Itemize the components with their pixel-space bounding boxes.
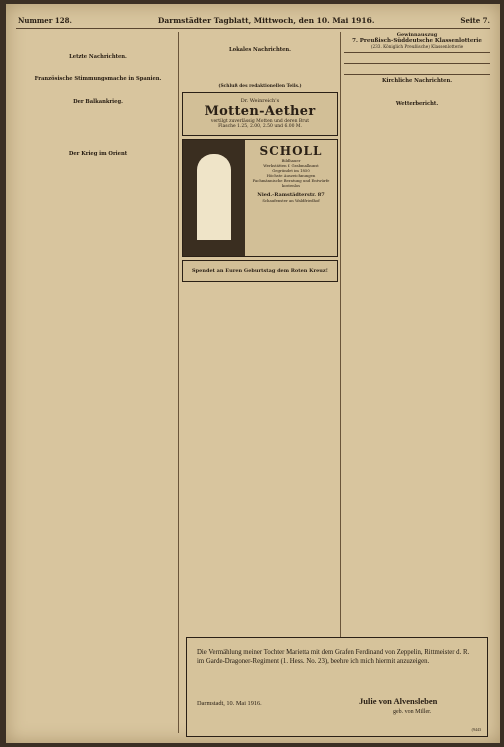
advertisement-motten-aether — [182, 92, 338, 136]
ad-product: Motten-Aether — [204, 104, 316, 120]
body-text — [344, 93, 490, 97]
header-rule — [16, 28, 490, 29]
issue-number: Nummer 128. — [18, 15, 72, 25]
body-text — [182, 69, 338, 73]
divider — [344, 63, 490, 64]
section-heading: Kirchliche Nachrichten. — [381, 78, 453, 84]
ad-line: Schaufenster an Waldfriedhof — [262, 197, 320, 203]
divider — [344, 52, 490, 53]
body-text — [182, 32, 338, 36]
announcement-maiden-name: geb. von Miller. — [393, 709, 432, 715]
ad-code: (9443 — [471, 727, 481, 732]
body-text — [20, 39, 176, 43]
section-heading: Der Balkankrieg. — [73, 99, 123, 106]
body-text — [20, 92, 176, 96]
editorial-end-note: (Schluß des redaktionellen Teils.) — [218, 83, 302, 89]
body-text — [20, 84, 176, 88]
advertisement-scholl — [182, 139, 338, 257]
body-text — [20, 47, 176, 51]
ad-line: Bildhauer — [281, 157, 301, 163]
ad-brand: Dr. Weinreich's — [240, 98, 280, 105]
ad-line: Gegründet im 1850 — [272, 167, 310, 173]
column-2 — [182, 32, 338, 735]
column-divider — [340, 32, 341, 733]
body-text — [20, 129, 176, 133]
body-text — [182, 62, 338, 66]
column-1 — [20, 32, 176, 735]
ad-tagline: vertilgt zuverlässig Motten und deren Brut — [210, 119, 310, 125]
body-text — [182, 55, 338, 59]
advertisement-red-cross: Spendet an Euren Geburtstag dem Roten Kreuz! — [182, 260, 338, 282]
column-3 — [344, 32, 490, 735]
body-text — [182, 39, 338, 43]
wedding-announcement — [186, 637, 488, 737]
body-text — [20, 144, 176, 148]
lottery-number-table — [344, 67, 490, 71]
body-text — [20, 122, 176, 126]
body-text — [344, 109, 490, 113]
body-text — [344, 86, 490, 90]
body-text — [20, 159, 176, 163]
section-heading: Der Krieg im Orient — [68, 150, 128, 157]
ad-address: Nied.-Ramstädterstr. 87 — [257, 191, 325, 198]
lottery-number-table — [344, 56, 490, 60]
announcement-signature: Julie von Alvensleben — [359, 696, 438, 706]
newspaper-page — [6, 4, 500, 743]
gravestone-shape — [197, 154, 231, 240]
page-number: Seite 7. — [460, 15, 490, 25]
ad-company-name: SCHOLL — [259, 143, 323, 158]
section-heading: Lokales Nachrichten. — [228, 46, 291, 53]
body-text — [182, 76, 338, 80]
body-text — [20, 69, 176, 73]
lottery-subtitle-2: (233. Königlich Preußische) Klassenlotterie — [370, 44, 464, 49]
announcement-date: Darmstadt, 10. Mai 1916. — [197, 700, 262, 707]
body-text — [20, 136, 176, 140]
body-text — [20, 32, 176, 36]
body-text — [20, 173, 176, 177]
ad-line: Werkstätten f. Grabmalkunst — [263, 162, 319, 168]
lottery-subtitle: 7. Preußisch-Süddeutsche Klassenlotterie — [352, 38, 482, 44]
section-heading: Wetterbericht. — [395, 100, 439, 107]
section-heading: Letzte Nachrichten. — [69, 53, 127, 60]
body-text — [20, 166, 176, 170]
gravestone-illustration — [183, 140, 245, 256]
masthead: Darmstädter Tagblatt, Mittwoch, den 10. Mai 1916. — [157, 15, 375, 25]
ad-line: Höchste Auszeichnungen — [266, 172, 316, 178]
ad-price: Flasche 1.25, 2.00, 2.50 und 6.00 M. — [218, 124, 302, 130]
ad-line: Fachmännische Beratung und Entwürfe kostenlos — [252, 177, 330, 188]
column-divider — [178, 32, 179, 733]
body-text — [20, 107, 176, 111]
body-text — [20, 114, 176, 118]
body-text — [20, 62, 176, 66]
section-heading: Französische Stimmungsmache in Spanien. — [34, 76, 162, 83]
divider — [344, 74, 490, 75]
announcement-text: Die Vermählung meiner Tochter Marietta mit dem Grafen Ferdinand von Zeppelin, Rittmeister d. R. im Garde-Dragoner-Regiment (1. Hess. No. 23), beehre ich mich hiermit anzuzeigen. — [197, 649, 470, 665]
page-header — [18, 14, 490, 26]
lottery-title: Gewinnauszug — [396, 32, 438, 38]
lottery-header — [344, 32, 490, 49]
